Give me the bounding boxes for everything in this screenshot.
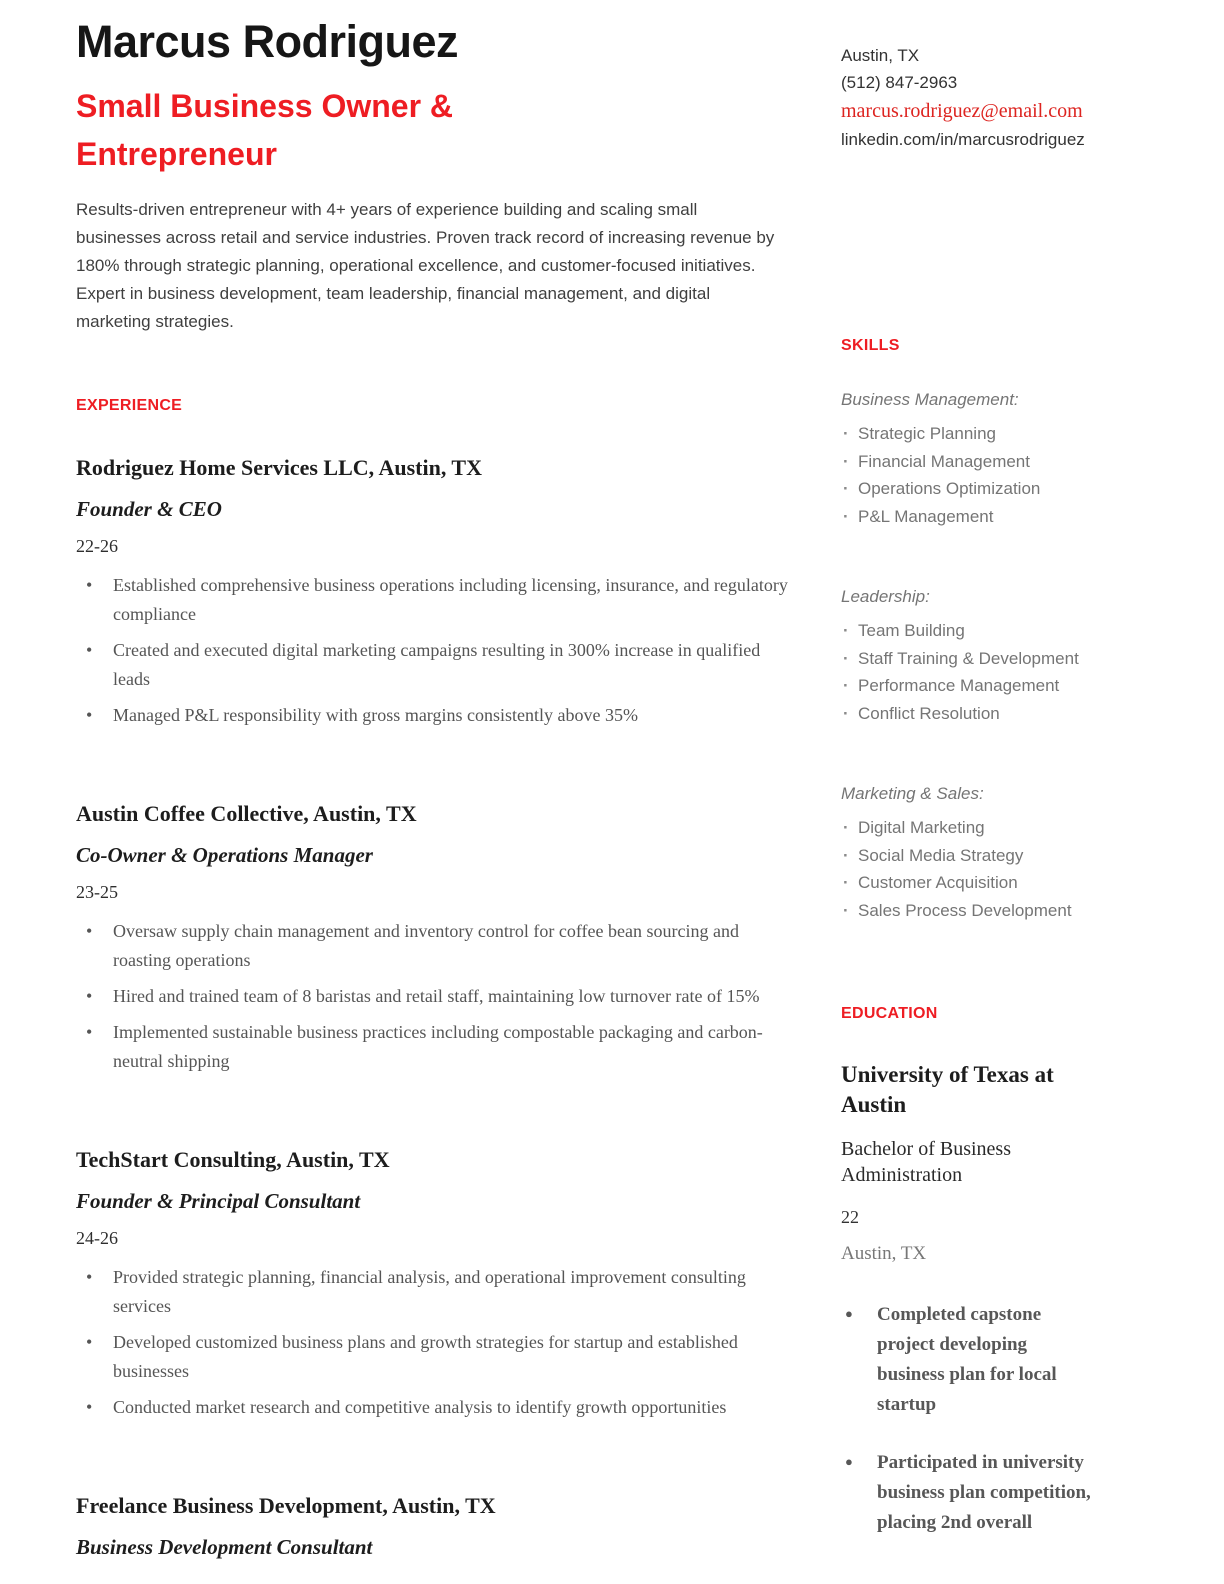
email-link[interactable]: marcus.rodriguez@email.com (841, 100, 1083, 122)
job-company: Rodriguez Home Services LLC, Austin, TX (76, 454, 482, 480)
job-company: Austin Coffee Collective, Austin, TX (76, 800, 417, 826)
job-dates: 24-26 (76, 1227, 118, 1248)
education-bullet: ● Completed capstone project developing business plan for local startup (841, 1300, 1099, 1420)
education-degree: Bachelor of Business Administration (841, 1138, 1011, 1186)
education-section (841, 1006, 1099, 1538)
job-title: Founder & CEO (76, 496, 222, 521)
contact-block (841, 42, 1097, 153)
education-school: University of Texas at Austin (841, 1062, 1054, 1117)
experience-section (76, 398, 800, 1560)
job-bullet: • Conducted market research and competitive analysis to identify growth opportunities (76, 1393, 800, 1422)
main-column (76, 16, 800, 1584)
person-headline: Small Business Owner & Entrepreneur (76, 87, 454, 172)
job-company: TechStart Consulting, Austin, TX (76, 1146, 390, 1172)
experience-job (76, 454, 800, 730)
job-bullet: • Created and executed digital marketing campaigns resulting in 300% increase in qualified leads (76, 636, 800, 694)
experience-job (76, 1492, 800, 1560)
skill-item: · Conflict Resolution (841, 700, 1099, 728)
skill-item: · Sales Process Development (841, 897, 1099, 925)
skill-group-label: Leadership: (841, 587, 930, 606)
job-bullet: • Established comprehensive business operations including licensing, insurance, and regulatory compliance (76, 571, 800, 629)
skill-group (841, 783, 1099, 924)
job-title: Business Development Consultant (76, 1534, 373, 1559)
skill-group (841, 389, 1099, 530)
linkedin-link[interactable]: linkedin.com/in/marcusrodriguez (841, 130, 1085, 149)
job-title: Founder & Principal Consultant (76, 1188, 361, 1213)
education-location: Austin, TX (841, 1243, 927, 1264)
education-bullet: ● Participated in university business plan competition, placing 2nd overall (841, 1448, 1099, 1538)
contact-phone: (512) 847-2963 (841, 73, 958, 92)
skill-group (841, 586, 1099, 727)
skill-item: · Strategic Planning (841, 420, 1099, 448)
contact-location: Austin, TX (841, 46, 920, 65)
skill-item: · Digital Marketing (841, 814, 1099, 842)
professional-summary: Results-driven entrepreneur with 4+ years of experience building and scaling small businesses across retail and service industries. Proven track record of increasing revenue by 180% through strategic planning, operational excellence, and customer-focused initiatives. Expert in business development, team leadership, financial management, and digital marketing strategies. (76, 199, 775, 331)
skills-section (841, 338, 1099, 924)
job-company: Freelance Business Development, Austin, TX (76, 1492, 496, 1518)
person-name: Marcus Rodriguez (76, 16, 459, 67)
job-bullet: • Developed customized business plans and growth strategies for startup and established businesses (76, 1328, 800, 1386)
sidebar-column (841, 16, 1099, 1584)
skill-item: · Customer Acquisition (841, 869, 1099, 897)
job-title: Co-Owner & Operations Manager (76, 842, 373, 867)
education-date: 22 (841, 1207, 859, 1227)
job-bullet: • Hired and trained team of 8 baristas and retail staff, maintaining low turnover rate of 15% (76, 982, 800, 1011)
experience-job (76, 1146, 800, 1422)
skill-item: · Staff Training & Development (841, 645, 1099, 673)
skill-item-list (841, 617, 1099, 727)
skill-item: · Performance Management (841, 672, 1099, 700)
skills-groups (841, 389, 1099, 924)
skill-group-label: Business Management: (841, 390, 1019, 409)
skill-item-list (841, 420, 1099, 530)
job-bullet: • Managed P&L responsibility with gross margins consistently above 35% (76, 701, 800, 730)
job-bullet: • Oversaw supply chain management and inventory control for coffee bean sourcing and roasting operations (76, 917, 800, 975)
experience-heading: EXPERIENCE (76, 396, 183, 414)
skill-item-list (841, 814, 1099, 924)
skill-item: · P&L Management (841, 503, 1099, 531)
skill-item: · Team Building (841, 617, 1099, 645)
job-bullet: • Implemented sustainable business practices including compostable packaging and carbon-neutral shipping (76, 1018, 800, 1076)
job-bullet: • Provided strategic planning, financial analysis, and operational improvement consulting services (76, 1263, 800, 1321)
job-bullet-list (76, 917, 800, 1076)
skills-heading: SKILLS (841, 337, 900, 354)
skill-item: · Social Media Strategy (841, 842, 1099, 870)
education-bullets (841, 1300, 1099, 1538)
experience-job (76, 800, 800, 1076)
experience-jobs (76, 454, 800, 1560)
job-dates: 23-25 (76, 881, 118, 902)
job-dates: 22-26 (76, 535, 118, 556)
job-bullet-list (76, 1263, 800, 1422)
skill-group-label: Marketing & Sales: (841, 784, 984, 803)
job-bullet-list (76, 571, 800, 730)
education-heading: EDUCATION (841, 1005, 938, 1022)
skill-item: · Financial Management (841, 448, 1099, 476)
skill-item: · Operations Optimization (841, 475, 1099, 503)
